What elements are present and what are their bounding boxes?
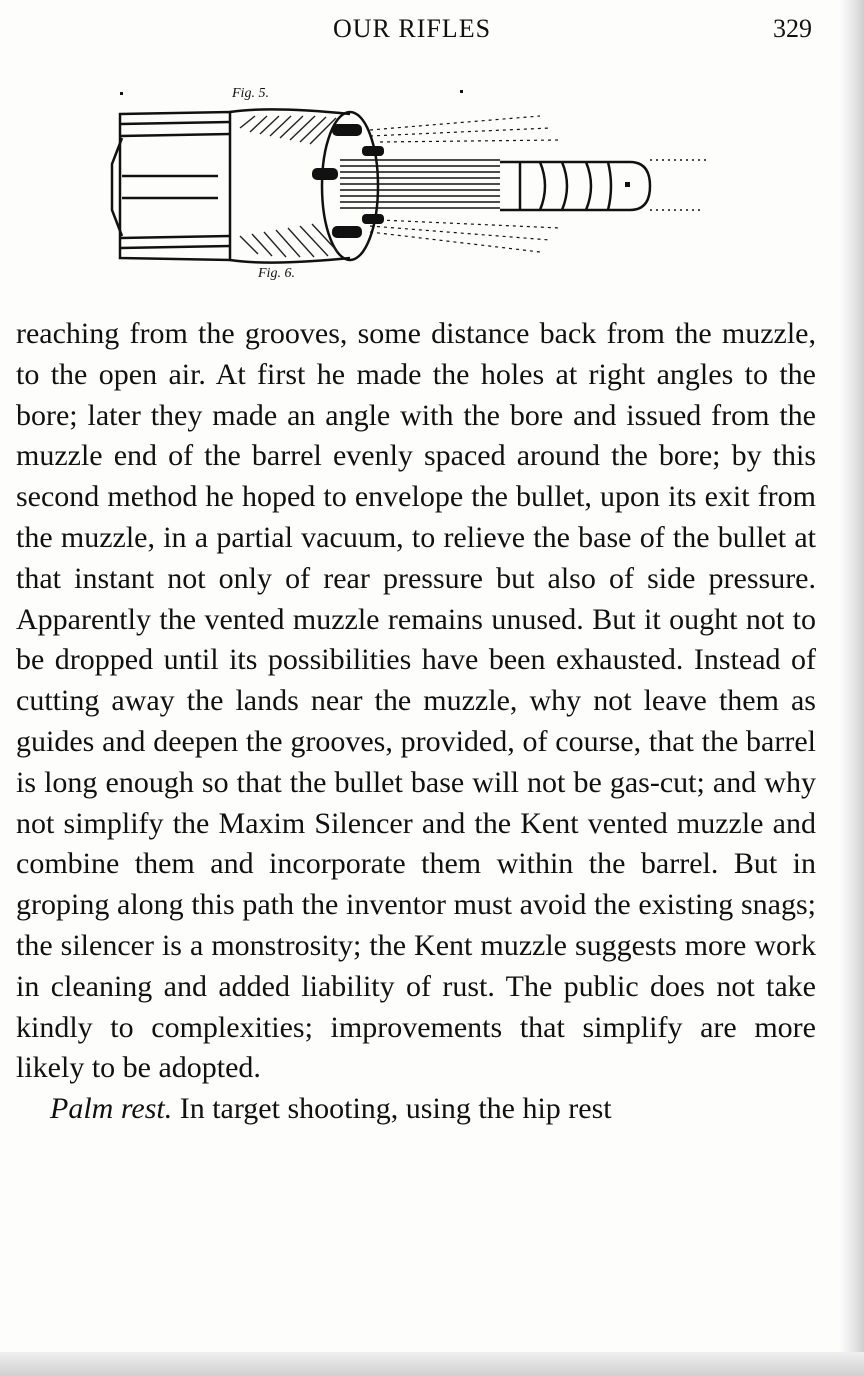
page-edge-shadow-right [838,0,864,1376]
palm-rest-heading: Palm rest. [50,1092,173,1126]
page-number: 329 [773,14,812,43]
figure-label-bottom: Fig. 6. [258,266,295,281]
vented-muzzle-illustration [100,76,720,296]
running-head [0,14,864,50]
muzzle-drawing [100,76,720,296]
body-text [16,314,816,1130]
running-title: OUR RIFLES [332,14,492,43]
palm-rest-text: In target shooting, using the hip rest [172,1092,612,1126]
figure-label-top: Fig. 5. [232,86,269,101]
paragraph-palm-rest [16,1089,816,1130]
paragraph-vented-muzzle: reaching from the grooves, some distance back from the muzzle, to the open air. At first he made the holes at right angles to the bore; later they made an angle with the bore and issued from the muzzle end of the barrel evenly spaced around the bore; by this second method he hoped to envelope the bullet, upon its exit from the muzzle, in a partial vacuum, to relieve the base of the bullet at that instant not only of rear pressure but also of side pressure. Apparently the vented muzzle remains unused. But it ought not to be dropped until its possibilities have been exhausted. Instead of cutting away the lands near the muzzle, why not leave them as guides and deepen the grooves, provided, of course, that the barrel is long enough so that the bullet base will not be gas-cut; and why not simplify the Maxim Silencer and the Kent vented muzzle and combine them and incorporate them within the barrel. But in groping along this path the inventor must avoid the existing snags; the silencer is a monstrosity; the Kent muzzle suggests more work in cleaning and added liability of rust. The public does not take kindly to complexities; improvements that simplify are more likely to be adopted. [16,317,816,1085]
page-edge-shadow-bottom [0,1352,864,1376]
